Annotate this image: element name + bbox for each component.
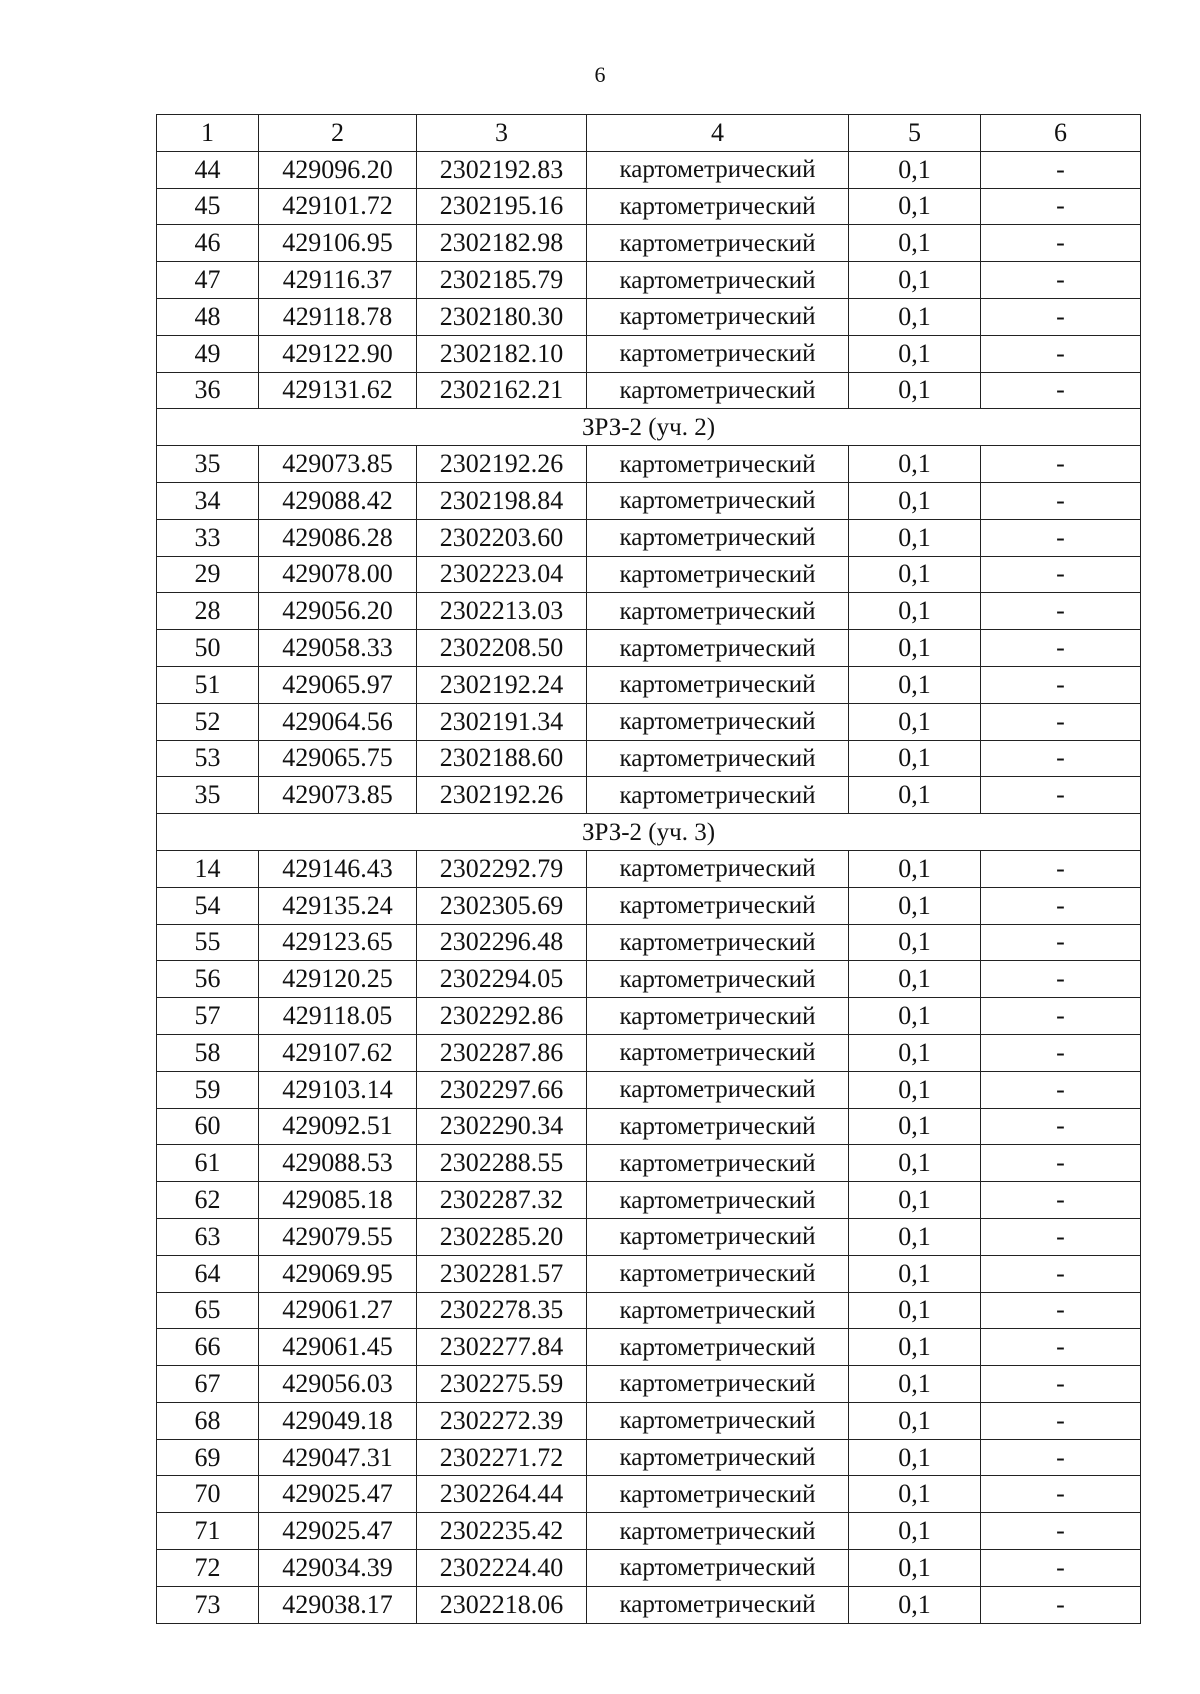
point-number-cell: 34 (157, 482, 259, 519)
table-row (157, 188, 1141, 225)
method-cell: картометрический (587, 850, 849, 887)
x-coordinate-cell: 429078.00 (259, 556, 417, 593)
y-coordinate-cell: 2302287.32 (417, 1182, 587, 1219)
method-cell: картометрический (587, 1586, 849, 1623)
table-row (157, 1439, 1141, 1476)
x-coordinate-cell: 429122.90 (259, 335, 417, 372)
accuracy-cell: 0,1 (849, 298, 981, 335)
point-number-cell: 49 (157, 335, 259, 372)
x-coordinate-cell: 429056.03 (259, 1366, 417, 1403)
y-coordinate-cell: 2302188.60 (417, 740, 587, 777)
accuracy-cell: 0,1 (849, 666, 981, 703)
note-cell: - (981, 151, 1141, 188)
accuracy-cell: 0,1 (849, 630, 981, 667)
table-row (157, 262, 1141, 299)
x-coordinate-cell: 429065.75 (259, 740, 417, 777)
accuracy-cell: 0,1 (849, 1439, 981, 1476)
point-number-cell: 51 (157, 666, 259, 703)
note-cell: - (981, 188, 1141, 225)
x-coordinate-cell: 429088.42 (259, 482, 417, 519)
x-coordinate-cell: 429101.72 (259, 188, 417, 225)
method-cell: картометрический (587, 298, 849, 335)
point-number-cell: 68 (157, 1402, 259, 1439)
y-coordinate-cell: 2302281.57 (417, 1255, 587, 1292)
method-cell: картометрический (587, 1034, 849, 1071)
header-cell: 4 (587, 115, 849, 152)
point-number-cell: 55 (157, 924, 259, 961)
method-cell: картометрический (587, 262, 849, 299)
note-cell: - (981, 1218, 1141, 1255)
x-coordinate-cell: 429058.33 (259, 630, 417, 667)
accuracy-cell: 0,1 (849, 1402, 981, 1439)
accuracy-cell: 0,1 (849, 519, 981, 556)
note-cell: - (981, 298, 1141, 335)
method-cell: картометрический (587, 1329, 849, 1366)
method-cell: картометрический (587, 372, 849, 409)
table-row (157, 924, 1141, 961)
accuracy-cell: 0,1 (849, 740, 981, 777)
x-coordinate-cell: 429106.95 (259, 225, 417, 262)
point-number-cell: 56 (157, 961, 259, 998)
point-number-cell: 36 (157, 372, 259, 409)
note-cell: - (981, 1550, 1141, 1587)
y-coordinate-cell: 2302294.05 (417, 961, 587, 998)
accuracy-cell: 0,1 (849, 1145, 981, 1182)
y-coordinate-cell: 2302192.83 (417, 151, 587, 188)
accuracy-cell: 0,1 (849, 335, 981, 372)
table-row (157, 1108, 1141, 1145)
method-cell: картометрический (587, 887, 849, 924)
point-number-cell: 60 (157, 1108, 259, 1145)
note-cell: - (981, 630, 1141, 667)
table-row (157, 1255, 1141, 1292)
note-cell: - (981, 593, 1141, 630)
table-row (157, 482, 1141, 519)
table-row (157, 298, 1141, 335)
method-cell: картометрический (587, 225, 849, 262)
y-coordinate-cell: 2302297.66 (417, 1071, 587, 1108)
point-number-cell: 61 (157, 1145, 259, 1182)
x-coordinate-cell: 429118.05 (259, 998, 417, 1035)
x-coordinate-cell: 429146.43 (259, 850, 417, 887)
x-coordinate-cell: 429096.20 (259, 151, 417, 188)
y-coordinate-cell: 2302275.59 (417, 1366, 587, 1403)
page-number: 6 (594, 62, 606, 87)
y-coordinate-cell: 2302191.34 (417, 703, 587, 740)
accuracy-cell: 0,1 (849, 1586, 981, 1623)
table-row (157, 1366, 1141, 1403)
method-cell: картометрический (587, 630, 849, 667)
accuracy-cell: 0,1 (849, 1255, 981, 1292)
point-number-cell: 29 (157, 556, 259, 593)
accuracy-cell: 0,1 (849, 1329, 981, 1366)
note-cell: - (981, 1255, 1141, 1292)
x-coordinate-cell: 429064.56 (259, 703, 417, 740)
method-cell: картометрический (587, 1513, 849, 1550)
note-cell: - (981, 335, 1141, 372)
table-row (157, 887, 1141, 924)
accuracy-cell: 0,1 (849, 1366, 981, 1403)
table-row (157, 1329, 1141, 1366)
note-cell: - (981, 225, 1141, 262)
x-coordinate-cell: 429061.45 (259, 1329, 417, 1366)
x-coordinate-cell: 429073.85 (259, 446, 417, 483)
point-number-cell: 48 (157, 298, 259, 335)
note-cell: - (981, 1108, 1141, 1145)
point-number-cell: 14 (157, 850, 259, 887)
method-cell: картометрический (587, 703, 849, 740)
table-row (157, 630, 1141, 667)
y-coordinate-cell: 2302235.42 (417, 1513, 587, 1550)
table-row (157, 961, 1141, 998)
section-title: ЗРЗ-2 (уч. 3) (157, 814, 1141, 851)
point-number-cell: 54 (157, 887, 259, 924)
method-cell: картометрический (587, 151, 849, 188)
note-cell: - (981, 556, 1141, 593)
table-row (157, 446, 1141, 483)
point-number-cell: 58 (157, 1034, 259, 1071)
note-cell: - (981, 961, 1141, 998)
method-cell: картометрический (587, 1108, 849, 1145)
y-coordinate-cell: 2302292.79 (417, 850, 587, 887)
y-coordinate-cell: 2302224.40 (417, 1550, 587, 1587)
method-cell: картометрический (587, 482, 849, 519)
table-row (157, 666, 1141, 703)
note-cell: - (981, 1034, 1141, 1071)
x-coordinate-cell: 429086.28 (259, 519, 417, 556)
y-coordinate-cell: 2302203.60 (417, 519, 587, 556)
x-coordinate-cell: 429049.18 (259, 1402, 417, 1439)
accuracy-cell: 0,1 (849, 372, 981, 409)
note-cell: - (981, 262, 1141, 299)
table-row (157, 225, 1141, 262)
method-cell: картометрический (587, 593, 849, 630)
y-coordinate-cell: 2302182.98 (417, 225, 587, 262)
y-coordinate-cell: 2302208.50 (417, 630, 587, 667)
point-number-cell: 73 (157, 1586, 259, 1623)
table-row (157, 335, 1141, 372)
note-cell: - (981, 1476, 1141, 1513)
accuracy-cell: 0,1 (849, 1034, 981, 1071)
point-number-cell: 35 (157, 777, 259, 814)
y-coordinate-cell: 2302195.16 (417, 188, 587, 225)
x-coordinate-cell: 429107.62 (259, 1034, 417, 1071)
x-coordinate-cell: 429103.14 (259, 1071, 417, 1108)
accuracy-cell: 0,1 (849, 887, 981, 924)
section-row (157, 409, 1141, 446)
accuracy-cell: 0,1 (849, 1218, 981, 1255)
accuracy-cell: 0,1 (849, 151, 981, 188)
y-coordinate-cell: 2302198.84 (417, 482, 587, 519)
table-body (157, 115, 1141, 1624)
point-number-cell: 69 (157, 1439, 259, 1476)
method-cell: картометрический (587, 924, 849, 961)
table-row (157, 372, 1141, 409)
section-row (157, 814, 1141, 851)
method-cell: картометрический (587, 1439, 849, 1476)
method-cell: картометрический (587, 961, 849, 998)
point-number-cell: 35 (157, 446, 259, 483)
point-number-cell: 57 (157, 998, 259, 1035)
method-cell: картометрический (587, 1145, 849, 1182)
method-cell: картометрический (587, 777, 849, 814)
point-number-cell: 44 (157, 151, 259, 188)
table-row (157, 1034, 1141, 1071)
method-cell: картометрический (587, 1402, 849, 1439)
point-number-cell: 46 (157, 225, 259, 262)
point-number-cell: 52 (157, 703, 259, 740)
accuracy-cell: 0,1 (849, 777, 981, 814)
table-row (157, 1550, 1141, 1587)
method-cell: картометрический (587, 1071, 849, 1108)
note-cell: - (981, 740, 1141, 777)
coordinates-table (156, 114, 1141, 1624)
method-cell: картометрический (587, 666, 849, 703)
x-coordinate-cell: 429073.85 (259, 777, 417, 814)
x-coordinate-cell: 429079.55 (259, 1218, 417, 1255)
y-coordinate-cell: 2302223.04 (417, 556, 587, 593)
header-cell: 6 (981, 115, 1141, 152)
accuracy-cell: 0,1 (849, 850, 981, 887)
point-number-cell: 28 (157, 593, 259, 630)
point-number-cell: 50 (157, 630, 259, 667)
point-number-cell: 47 (157, 262, 259, 299)
accuracy-cell: 0,1 (849, 1108, 981, 1145)
y-coordinate-cell: 2302288.55 (417, 1145, 587, 1182)
table-row (157, 1071, 1141, 1108)
method-cell: картометрический (587, 556, 849, 593)
table-row (157, 850, 1141, 887)
y-coordinate-cell: 2302162.21 (417, 372, 587, 409)
table-row (157, 1513, 1141, 1550)
x-coordinate-cell: 429120.25 (259, 961, 417, 998)
point-number-cell: 67 (157, 1366, 259, 1403)
y-coordinate-cell: 2302305.69 (417, 887, 587, 924)
accuracy-cell: 0,1 (849, 188, 981, 225)
method-cell: картометрический (587, 1255, 849, 1292)
method-cell: картометрический (587, 519, 849, 556)
point-number-cell: 71 (157, 1513, 259, 1550)
point-number-cell: 59 (157, 1071, 259, 1108)
method-cell: картометрический (587, 1366, 849, 1403)
note-cell: - (981, 1182, 1141, 1219)
table-row (157, 1145, 1141, 1182)
accuracy-cell: 0,1 (849, 556, 981, 593)
note-cell: - (981, 1513, 1141, 1550)
x-coordinate-cell: 429123.65 (259, 924, 417, 961)
note-cell: - (981, 1366, 1141, 1403)
accuracy-cell: 0,1 (849, 961, 981, 998)
accuracy-cell: 0,1 (849, 482, 981, 519)
accuracy-cell: 0,1 (849, 703, 981, 740)
note-cell: - (981, 519, 1141, 556)
method-cell: картометрический (587, 188, 849, 225)
table-row (157, 1218, 1141, 1255)
note-cell: - (981, 666, 1141, 703)
table-row (157, 556, 1141, 593)
y-coordinate-cell: 2302180.30 (417, 298, 587, 335)
note-cell: - (981, 703, 1141, 740)
accuracy-cell: 0,1 (849, 1550, 981, 1587)
x-coordinate-cell: 429118.78 (259, 298, 417, 335)
section-title: ЗРЗ-2 (уч. 2) (157, 409, 1141, 446)
x-coordinate-cell: 429085.18 (259, 1182, 417, 1219)
x-coordinate-cell: 429056.20 (259, 593, 417, 630)
x-coordinate-cell: 429131.62 (259, 372, 417, 409)
table-row (157, 1586, 1141, 1623)
point-number-cell: 72 (157, 1550, 259, 1587)
note-cell: - (981, 850, 1141, 887)
y-coordinate-cell: 2302192.26 (417, 777, 587, 814)
y-coordinate-cell: 2302218.06 (417, 1586, 587, 1623)
header-cell: 1 (157, 115, 259, 152)
point-number-cell: 53 (157, 740, 259, 777)
note-cell: - (981, 1292, 1141, 1329)
y-coordinate-cell: 2302182.10 (417, 335, 587, 372)
x-coordinate-cell: 429025.47 (259, 1513, 417, 1550)
note-cell: - (981, 482, 1141, 519)
table-row (157, 1476, 1141, 1513)
point-number-cell: 66 (157, 1329, 259, 1366)
y-coordinate-cell: 2302271.72 (417, 1439, 587, 1476)
y-coordinate-cell: 2302192.24 (417, 666, 587, 703)
point-number-cell: 63 (157, 1218, 259, 1255)
accuracy-cell: 0,1 (849, 1476, 981, 1513)
note-cell: - (981, 777, 1141, 814)
accuracy-cell: 0,1 (849, 1182, 981, 1219)
method-cell: картометрический (587, 1182, 849, 1219)
accuracy-cell: 0,1 (849, 1071, 981, 1108)
y-coordinate-cell: 2302296.48 (417, 924, 587, 961)
header-cell: 5 (849, 115, 981, 152)
table-row (157, 1402, 1141, 1439)
note-cell: - (981, 998, 1141, 1035)
table-row (157, 703, 1141, 740)
x-coordinate-cell: 429034.39 (259, 1550, 417, 1587)
y-coordinate-cell: 2302285.20 (417, 1218, 587, 1255)
point-number-cell: 64 (157, 1255, 259, 1292)
header-row (157, 115, 1141, 152)
point-number-cell: 62 (157, 1182, 259, 1219)
note-cell: - (981, 1145, 1141, 1182)
x-coordinate-cell: 429135.24 (259, 887, 417, 924)
method-cell: картометрический (587, 335, 849, 372)
accuracy-cell: 0,1 (849, 593, 981, 630)
x-coordinate-cell: 429088.53 (259, 1145, 417, 1182)
x-coordinate-cell: 429038.17 (259, 1586, 417, 1623)
y-coordinate-cell: 2302278.35 (417, 1292, 587, 1329)
note-cell: - (981, 372, 1141, 409)
method-cell: картометрический (587, 998, 849, 1035)
table-row (157, 998, 1141, 1035)
point-number-cell: 70 (157, 1476, 259, 1513)
table-row (157, 593, 1141, 630)
method-cell: картометрический (587, 740, 849, 777)
accuracy-cell: 0,1 (849, 1513, 981, 1550)
accuracy-cell: 0,1 (849, 225, 981, 262)
note-cell: - (981, 1439, 1141, 1476)
note-cell: - (981, 446, 1141, 483)
point-number-cell: 65 (157, 1292, 259, 1329)
y-coordinate-cell: 2302185.79 (417, 262, 587, 299)
x-coordinate-cell: 429065.97 (259, 666, 417, 703)
x-coordinate-cell: 429116.37 (259, 262, 417, 299)
accuracy-cell: 0,1 (849, 262, 981, 299)
note-cell: - (981, 1329, 1141, 1366)
method-cell: картометрический (587, 1218, 849, 1255)
table-row (157, 519, 1141, 556)
point-number-cell: 45 (157, 188, 259, 225)
method-cell: картометрический (587, 1550, 849, 1587)
point-number-cell: 33 (157, 519, 259, 556)
table-row (157, 740, 1141, 777)
accuracy-cell: 0,1 (849, 1292, 981, 1329)
note-cell: - (981, 1586, 1141, 1623)
y-coordinate-cell: 2302192.26 (417, 446, 587, 483)
table-row (157, 1182, 1141, 1219)
table-row (157, 777, 1141, 814)
table-row (157, 151, 1141, 188)
x-coordinate-cell: 429061.27 (259, 1292, 417, 1329)
table-row (157, 1292, 1141, 1329)
note-cell: - (981, 887, 1141, 924)
method-cell: картометрический (587, 1476, 849, 1513)
method-cell: картометрический (587, 1292, 849, 1329)
y-coordinate-cell: 2302264.44 (417, 1476, 587, 1513)
note-cell: - (981, 1071, 1141, 1108)
header-cell: 3 (417, 115, 587, 152)
y-coordinate-cell: 2302277.84 (417, 1329, 587, 1366)
y-coordinate-cell: 2302287.86 (417, 1034, 587, 1071)
x-coordinate-cell: 429025.47 (259, 1476, 417, 1513)
x-coordinate-cell: 429047.31 (259, 1439, 417, 1476)
y-coordinate-cell: 2302213.03 (417, 593, 587, 630)
x-coordinate-cell: 429092.51 (259, 1108, 417, 1145)
accuracy-cell: 0,1 (849, 924, 981, 961)
y-coordinate-cell: 2302290.34 (417, 1108, 587, 1145)
y-coordinate-cell: 2302272.39 (417, 1402, 587, 1439)
note-cell: - (981, 1402, 1141, 1439)
method-cell: картометрический (587, 446, 849, 483)
y-coordinate-cell: 2302292.86 (417, 998, 587, 1035)
header-cell: 2 (259, 115, 417, 152)
accuracy-cell: 0,1 (849, 998, 981, 1035)
note-cell: - (981, 924, 1141, 961)
x-coordinate-cell: 429069.95 (259, 1255, 417, 1292)
accuracy-cell: 0,1 (849, 446, 981, 483)
